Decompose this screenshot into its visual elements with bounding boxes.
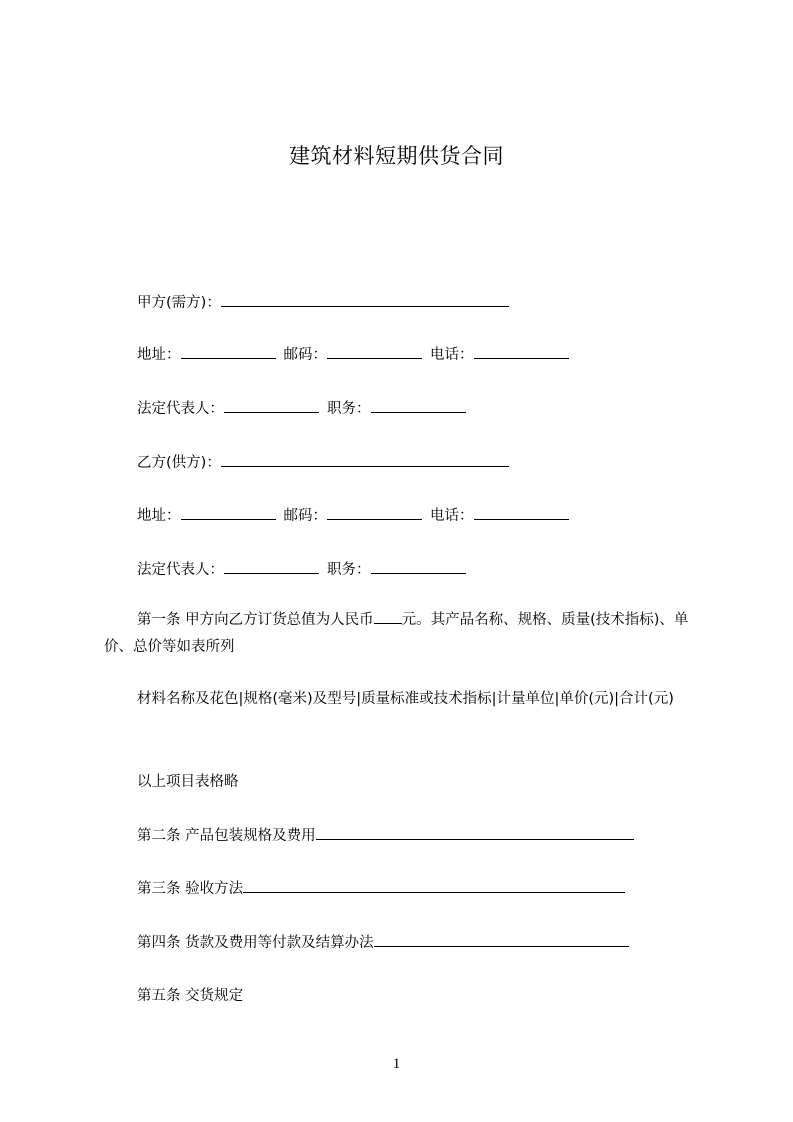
party-a-rep-blank[interactable] xyxy=(224,398,319,413)
product-table-header: 材料名称及花色|规格(毫米)及型号|质量标准或技术指标|计量单位|单价(元)|合计(元) xyxy=(137,691,674,707)
party-a-phone-label: 电话： xyxy=(430,347,474,363)
article-1-text-b: 元。其产品名称、规格、质量(技术指标)、单价、总价等如表所列 xyxy=(104,612,689,655)
article-1-amount-blank[interactable] xyxy=(374,609,402,624)
party-b-contact-line xyxy=(137,505,577,526)
party-b-position-blank[interactable] xyxy=(371,559,466,574)
article-2-blank[interactable] xyxy=(316,825,634,840)
party-b-position-label: 职务： xyxy=(327,562,371,578)
document-title: 建筑材料短期供货合同 xyxy=(289,144,504,168)
party-b-name-blank[interactable] xyxy=(221,452,509,467)
article-1 xyxy=(104,607,704,661)
article-5: 第五条 交货规定 xyxy=(137,988,244,1004)
party-b-phone-label: 电话： xyxy=(430,508,474,524)
article-2 xyxy=(137,825,634,846)
article-2-text: 第二条 产品包装规格及费用 xyxy=(137,828,316,844)
party-a-contact-line xyxy=(137,344,577,365)
party-a-postcode-blank[interactable] xyxy=(327,344,422,359)
page-number: 1 xyxy=(392,1056,401,1072)
party-b-line xyxy=(137,452,517,473)
party-a-name-blank[interactable] xyxy=(221,292,509,307)
article-3-blank[interactable] xyxy=(243,878,625,893)
party-b-rep-line xyxy=(137,559,474,580)
party-a-rep-label: 法定代表人： xyxy=(137,401,224,417)
article-3 xyxy=(137,878,625,899)
party-a-position-label: 职务： xyxy=(327,401,371,417)
party-a-address-blank[interactable] xyxy=(181,344,276,359)
party-a-address-label: 地址： xyxy=(137,347,181,363)
article-4 xyxy=(137,932,629,953)
article-1-text-a: 第一条 甲方向乙方订货总值为人民币 xyxy=(137,612,374,628)
table-note: 以上项目表格略 xyxy=(137,774,239,790)
party-a-position-blank[interactable] xyxy=(371,398,466,413)
party-b-postcode-blank[interactable] xyxy=(327,505,422,520)
party-a-rep-line xyxy=(137,398,474,419)
party-b-address-blank[interactable] xyxy=(181,505,276,520)
party-a-postcode-label: 邮码： xyxy=(283,347,327,363)
party-a-label: 甲方(需方)： xyxy=(137,295,221,311)
party-a-phone-blank[interactable] xyxy=(474,344,569,359)
party-a-line xyxy=(137,292,517,313)
party-b-label: 乙方(供方)： xyxy=(137,455,221,471)
article-3-text: 第三条 验收方法 xyxy=(137,881,244,897)
article-4-blank[interactable] xyxy=(374,932,629,947)
party-b-rep-blank[interactable] xyxy=(224,559,319,574)
party-b-address-label: 地址： xyxy=(137,508,181,524)
party-b-postcode-label: 邮码： xyxy=(283,508,327,524)
article-4-text: 第四条 货款及费用等付款及结算办法 xyxy=(137,935,374,951)
party-b-rep-label: 法定代表人： xyxy=(137,562,224,578)
party-b-phone-blank[interactable] xyxy=(474,505,569,520)
